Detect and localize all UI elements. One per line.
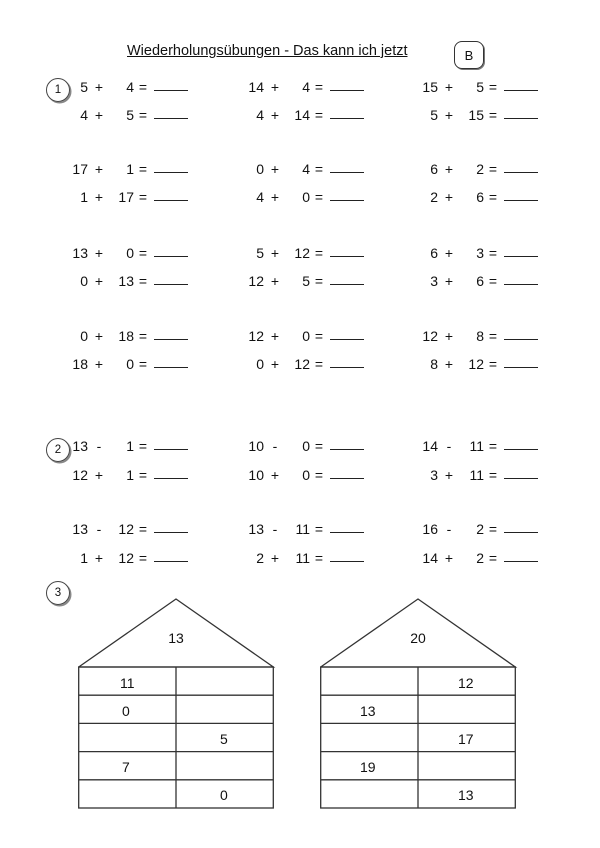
operand: 0 [302,189,310,205]
house-2-cell: 19 [360,759,376,775]
number-house-2 [320,598,516,810]
equals-sign: = [488,79,498,95]
operand: 18 [72,356,88,372]
answer-blank[interactable] [154,549,188,562]
operator: + [94,356,104,372]
equals-sign: = [314,189,324,205]
answer-blank[interactable] [154,327,188,340]
equals-sign: = [488,438,498,454]
operator: + [270,79,280,95]
operator: + [444,161,454,177]
equation [414,355,538,373]
operand: 12 [294,245,310,261]
operator: + [94,467,104,483]
equation [64,78,188,96]
equals-sign: = [314,161,324,177]
operator: + [94,273,104,289]
operand: 3 [476,245,484,261]
operator: - [446,521,452,537]
equation [414,244,538,262]
operand: 6 [476,189,484,205]
operand: 0 [126,245,134,261]
operator: - [96,438,102,454]
equals-sign: = [488,356,498,372]
operand: 13 [72,438,88,454]
operator: + [444,550,454,566]
answer-blank[interactable] [330,520,364,533]
equation [414,188,538,206]
operand: 12 [468,356,484,372]
equals-sign: = [138,467,148,483]
operand: 12 [248,273,264,289]
equation [240,437,364,455]
answer-blank[interactable] [504,244,538,257]
operand: 2 [430,189,438,205]
operand: 15 [468,107,484,123]
operator: + [270,467,280,483]
operator: + [270,356,280,372]
equals-sign: = [314,438,324,454]
equals-sign: = [488,189,498,205]
answer-blank[interactable] [330,188,364,201]
operand: 17 [72,161,88,177]
equals-sign: = [488,245,498,261]
answer-blank[interactable] [154,355,188,368]
equation [240,188,364,206]
operand: 13 [72,245,88,261]
exercise-number-1: 1 [46,78,70,102]
answer-blank[interactable] [504,437,538,450]
operand: 4 [302,161,310,177]
equals-sign: = [138,107,148,123]
equation [240,244,364,262]
operator: + [444,107,454,123]
equals-sign: = [488,273,498,289]
operand: 1 [126,467,134,483]
answer-blank[interactable] [504,355,538,368]
equation [64,244,188,262]
answer-blank[interactable] [504,78,538,91]
operator: + [444,467,454,483]
equation [64,437,188,455]
equation [64,466,188,484]
operand: 12 [294,356,310,372]
answer-blank[interactable] [330,466,364,479]
operand: 1 [126,438,134,454]
operator: + [444,356,454,372]
operand: 2 [256,550,264,566]
equation [240,355,364,373]
equation [414,327,538,345]
operand: 8 [476,328,484,344]
equation [414,549,538,567]
answer-blank[interactable] [154,437,188,450]
equation [64,106,188,124]
page-title: Wiederholungsübungen - Das kann ich jetzt [127,43,408,59]
equation [414,272,538,290]
equals-sign: = [138,521,148,537]
house-2-cell: 13 [360,703,376,719]
operand: 17 [118,189,134,205]
operand: 0 [80,328,88,344]
equals-sign: = [314,245,324,261]
operator: - [272,438,278,454]
equals-sign: = [138,79,148,95]
answer-blank[interactable] [504,106,538,119]
equals-sign: = [488,550,498,566]
operator: + [270,189,280,205]
operator: + [270,550,280,566]
operand: 1 [80,550,88,566]
answer-blank[interactable] [504,466,538,479]
operator: + [444,245,454,261]
house-1-cell: 0 [122,703,130,719]
operand: 15 [422,79,438,95]
equation [64,355,188,373]
operand: 4 [256,189,264,205]
operand: 2 [476,521,484,537]
answer-blank[interactable] [154,188,188,201]
operand: 10 [248,438,264,454]
answer-blank[interactable] [330,106,364,119]
operand: 2 [476,161,484,177]
operand: 5 [302,273,310,289]
answer-blank[interactable] [330,78,364,91]
operand: 14 [294,107,310,123]
house-2-roof-number: 20 [410,630,426,646]
operand: 12 [118,550,134,566]
operand: 0 [302,438,310,454]
operand: 11 [469,467,484,483]
operator: + [270,273,280,289]
equals-sign: = [488,467,498,483]
operand: 5 [80,79,88,95]
answer-blank[interactable] [154,160,188,173]
house-1-roof-number: 13 [168,630,184,646]
equals-sign: = [314,79,324,95]
operand: 12 [422,328,438,344]
operand: 0 [302,328,310,344]
version-badge: B [454,41,484,69]
operand: 14 [422,550,438,566]
operand: 12 [118,521,134,537]
equation [64,549,188,567]
equation [414,78,538,96]
operand: 5 [476,79,484,95]
equals-sign: = [138,356,148,372]
exercise-number-2: 2 [46,438,70,462]
operand: 11 [469,438,484,454]
operator: + [94,328,104,344]
equation [414,466,538,484]
equals-sign: = [138,550,148,566]
operand: 11 [295,521,310,537]
answer-blank[interactable] [504,520,538,533]
operand: 0 [80,273,88,289]
answer-blank[interactable] [154,106,188,119]
operand: 4 [302,79,310,95]
house-2-cell: 17 [458,731,474,747]
operand: 5 [256,245,264,261]
answer-blank[interactable] [330,160,364,173]
equals-sign: = [314,356,324,372]
house-2-cell: 12 [458,675,474,691]
operand: 14 [422,438,438,454]
operand: 13 [248,521,264,537]
equation [414,520,538,538]
equation [414,160,538,178]
number-house-1 [78,598,274,810]
equation [414,106,538,124]
operand: 12 [248,328,264,344]
operand: 6 [430,245,438,261]
equation [64,520,188,538]
equation [240,549,364,567]
operator: - [272,521,278,537]
answer-blank[interactable] [504,549,538,562]
operand: 4 [126,79,134,95]
operand: 12 [72,467,88,483]
equation [64,327,188,345]
operand: 13 [72,521,88,537]
equals-sign: = [138,273,148,289]
house-1-cell: 11 [120,675,135,691]
operator: + [270,245,280,261]
operand: 0 [256,356,264,372]
operand: 6 [430,161,438,177]
equals-sign: = [314,107,324,123]
answer-blank[interactable] [154,78,188,91]
operand: 10 [248,467,264,483]
equals-sign: = [488,107,498,123]
operand: 0 [302,467,310,483]
equals-sign: = [138,189,148,205]
answer-blank[interactable] [154,520,188,533]
equals-sign: = [314,467,324,483]
house-1-cell: 0 [220,787,228,803]
answer-blank[interactable] [154,272,188,285]
answer-blank[interactable] [330,244,364,257]
equation [240,78,364,96]
operator: + [94,107,104,123]
operator: + [444,273,454,289]
equals-sign: = [138,161,148,177]
operator: + [270,328,280,344]
operator: + [270,161,280,177]
equation [240,520,364,538]
operator: - [96,521,102,537]
equation [414,437,538,455]
equals-sign: = [488,161,498,177]
operand: 18 [118,328,134,344]
equation [240,327,364,345]
operand: 8 [430,356,438,372]
answer-blank[interactable] [330,272,364,285]
equation [240,272,364,290]
operand: 1 [80,189,88,205]
house-1-cell: 5 [220,731,228,747]
operand: 0 [126,356,134,372]
operand: 11 [295,550,310,566]
operand: 0 [256,161,264,177]
operand: 13 [118,273,134,289]
operator: + [444,328,454,344]
answer-blank[interactable] [154,244,188,257]
equals-sign: = [138,328,148,344]
operand: 14 [248,79,264,95]
equals-sign: = [314,273,324,289]
operand: 6 [476,273,484,289]
operator: - [446,438,452,454]
operand: 3 [430,467,438,483]
operand: 2 [476,550,484,566]
operand: 16 [422,521,438,537]
equation [240,466,364,484]
equation [240,160,364,178]
equals-sign: = [138,438,148,454]
operand: 1 [126,161,134,177]
operator: + [94,245,104,261]
answer-blank[interactable] [330,327,364,340]
equals-sign: = [314,550,324,566]
operator: + [94,189,104,205]
answer-blank[interactable] [504,272,538,285]
equals-sign: = [138,245,148,261]
operand: 3 [430,273,438,289]
equals-sign: = [488,328,498,344]
operator: + [94,161,104,177]
equals-sign: = [314,328,324,344]
equation [240,106,364,124]
operand: 5 [126,107,134,123]
equation [64,188,188,206]
equation [64,160,188,178]
operand: 4 [80,107,88,123]
answer-blank[interactable] [504,188,538,201]
answer-blank[interactable] [330,549,364,562]
exercise-number-3: 3 [46,581,70,605]
equation [64,272,188,290]
equals-sign: = [488,521,498,537]
operand: 4 [256,107,264,123]
house-2-cell: 13 [458,787,474,803]
operator: + [444,79,454,95]
answer-blank[interactable] [330,355,364,368]
answer-blank[interactable] [504,327,538,340]
answer-blank[interactable] [504,160,538,173]
answer-blank[interactable] [330,437,364,450]
operator: + [270,107,280,123]
house-1-cell: 7 [122,759,130,775]
answer-blank[interactable] [154,466,188,479]
equals-sign: = [314,521,324,537]
operator: + [94,550,104,566]
operand: 5 [430,107,438,123]
operator: + [94,79,104,95]
operator: + [444,189,454,205]
